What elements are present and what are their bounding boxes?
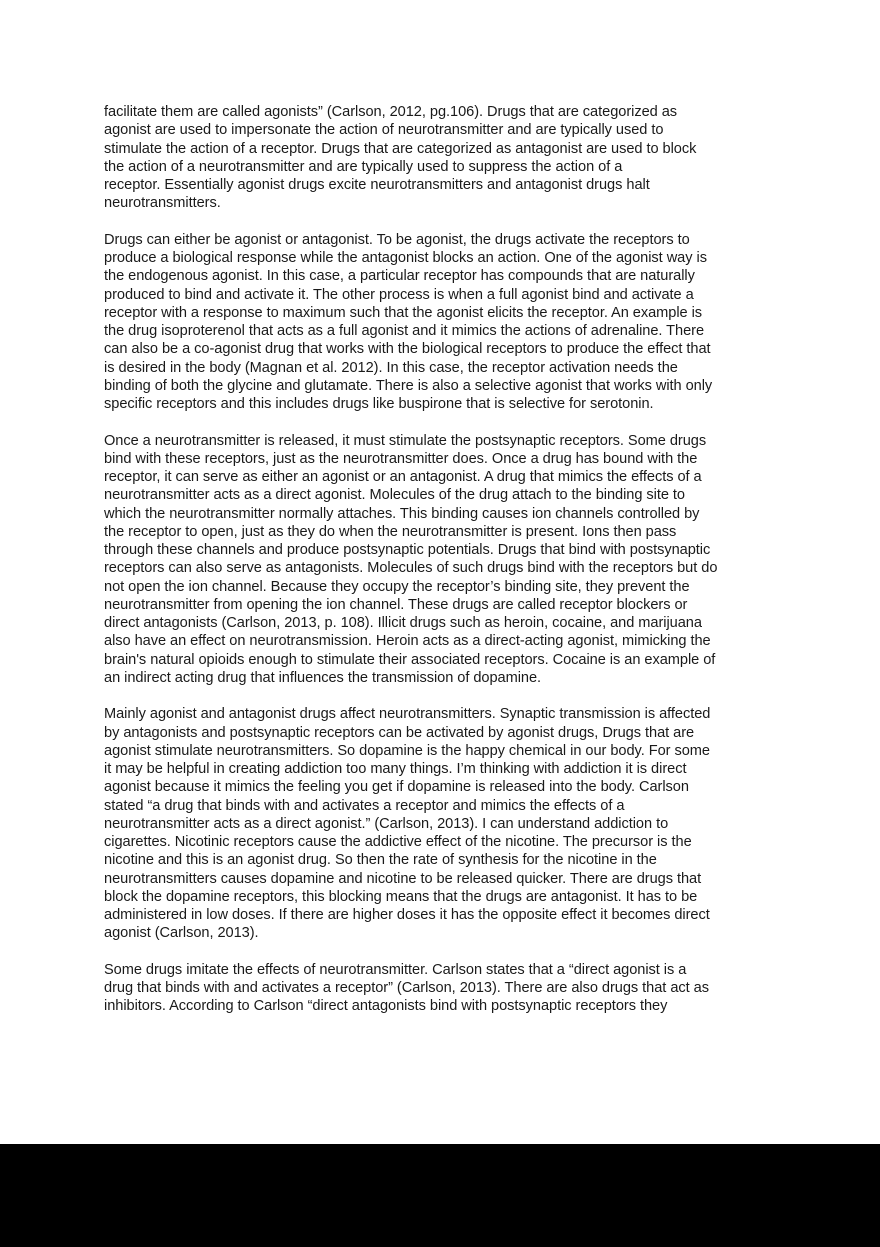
text-line: which the neurotransmitter normally attaches. This binding causes ion channels controlled by: [104, 505, 700, 522]
text-line: Once a neurotransmitter is released, it must stimulate the postsynaptic receptors. Some drugs: [104, 432, 707, 449]
text-line: also have an effect on neurotransmission. Heroin acts as a direct-acting agonist, mimicking the: [104, 633, 711, 650]
text-line: block the dopamine receptors, this blocking means that the drugs are antagonist. It has to be: [104, 888, 698, 905]
text-line: neurotransmitter acts as a direct agonist.” (Carlson, 2013). I can understand addiction to: [104, 815, 669, 832]
paragraph-1: [104, 103, 784, 213]
paragraph-3: [104, 432, 784, 688]
text-line: brain's natural opioids enough to stimulate their associated receptors. Cocaine is an example of: [104, 651, 716, 668]
text-line: it may be helpful in creating addiction too many things. I’m thinking with addiction it is direct: [104, 761, 687, 777]
text-line: nicotine and this is an agonist drug. So then the rate of synthesis for the nicotine in the: [104, 852, 657, 869]
text-line: receptors can also serve as antagonists. Molecules of such drugs bind with the receptors but do: [104, 560, 718, 577]
text-line: the receptor to open, just as they do when the neurotransmitter is present. Ions then pass: [104, 523, 677, 540]
text-line: not open the ion channel. Because they occupy the receptor’s binding site, they prevent the: [104, 578, 690, 595]
text-line: cigarettes. Nicotinic receptors cause the addictive effect of the nicotine. The precursor is the: [104, 834, 692, 850]
text-line: neurotransmitters causes dopamine and nicotine to be released quicker. There are drugs that: [104, 870, 702, 887]
text-line: can also be a co-agonist drug that works with the biological receptors to produce the effect that: [104, 341, 711, 358]
text-line: stimulate the action of a receptor. Drugs that are categorized as antagonist are used to block: [104, 140, 697, 157]
paragraph-2: [104, 231, 784, 414]
text-line: agonist are used to impersonate the action of neurotransmitter and are typically used to: [104, 122, 664, 139]
text-line: drug that binds with and activates a receptor” (Carlson, 2013). There are also drugs that act as: [104, 980, 709, 996]
text-line: neurotransmitter from opening the ion channel. These drugs are called receptor blockers or: [104, 596, 688, 613]
text-line: agonist (Carlson, 2013).: [104, 925, 259, 942]
document-body: [104, 103, 784, 1034]
text-line: direct antagonists (Carlson, 2013, p. 108). Illicit drugs such as heroin, cocaine, and marijuana: [104, 615, 702, 631]
text-line: produce a biological response while the antagonist blocks an action. One of the agonist way is: [104, 250, 707, 266]
text-line: inhibitors. According to Carlson “direct antagonists bind with postsynaptic receptors they: [104, 998, 668, 1015]
text-line: neurotransmitters.: [104, 195, 221, 212]
text-line: the endogenous agonist. In this case, a particular receptor has compounds that are naturally: [104, 268, 695, 285]
text-line: the action of a neurotransmitter and are typically used to suppress the action of a: [104, 158, 623, 175]
paragraph-5: [104, 961, 784, 1016]
bottom-black-band: [0, 1144, 880, 1247]
text-line: stated “a drug that binds with and activates a receptor and mimics the effects of a: [104, 797, 625, 814]
text-line: Drugs can either be agonist or antagonist. To be agonist, the drugs activate the receptors to: [104, 231, 690, 248]
text-line: is desired in the body (Magnan et al. 2012). In this case, the receptor activation needs the: [104, 359, 678, 376]
text-line: receptor. Essentially agonist drugs excite neurotransmitters and antagonist drugs halt: [104, 177, 650, 193]
text-line: an indirect acting drug that influences the transmission of dopamine.: [104, 669, 542, 686]
text-line: bind with these receptors, just as the neurotransmitter does. Once a drug has bound with the: [104, 450, 698, 467]
paragraph-4: [104, 705, 784, 942]
text-line: agonist stimulate neurotransmitters. So dopamine is the happy chemical in our body. For some: [104, 742, 710, 759]
text-line: binding of both the glycine and glutamate. There is also a selective agonist that works with only: [104, 377, 713, 394]
text-line: Mainly agonist and antagonist drugs affect neurotransmitters. Synaptic transmission is affected: [104, 706, 711, 723]
text-line: specific receptors and this includes drugs like buspirone that is selective for serotonin.: [104, 396, 654, 412]
text-line: agonist because it mimics the feeling you get if dopamine is released into the body. Carlson: [104, 779, 689, 796]
text-line: Some drugs imitate the effects of neurotransmitter. Carlson states that a “direct agonist is a: [104, 961, 687, 978]
text-line: receptor with a response to maximum such that the agonist elicits the receptor. An example is: [104, 304, 703, 321]
text-line: receptor, it can serve as either an agonist or an antagonist. A drug that mimics the effects of a: [104, 469, 702, 485]
text-line: facilitate them are called agonists” (Carlson, 2012, pg.106). Drugs that are categorized as: [104, 104, 678, 120]
text-line: produced to bind and activate it. The other process is when a full agonist bind and activate a: [104, 286, 694, 303]
text-line: the drug isoproterenol that acts as a full agonist and it mimics the actions of adrenaline. There: [104, 323, 705, 339]
text-line: neurotransmitter acts as a direct agonist. Molecules of the drug attach to the binding site to: [104, 487, 685, 504]
text-line: by antagonists and postsynaptic receptors can be activated by agonist drugs, Drugs that are: [104, 724, 695, 741]
text-line: administered in low doses. If there are higher doses it has the opposite effect it becomes direct: [104, 907, 710, 923]
text-line: through these channels and produce postsynaptic potentials. Drugs that bind with postsynaptic: [104, 542, 711, 558]
